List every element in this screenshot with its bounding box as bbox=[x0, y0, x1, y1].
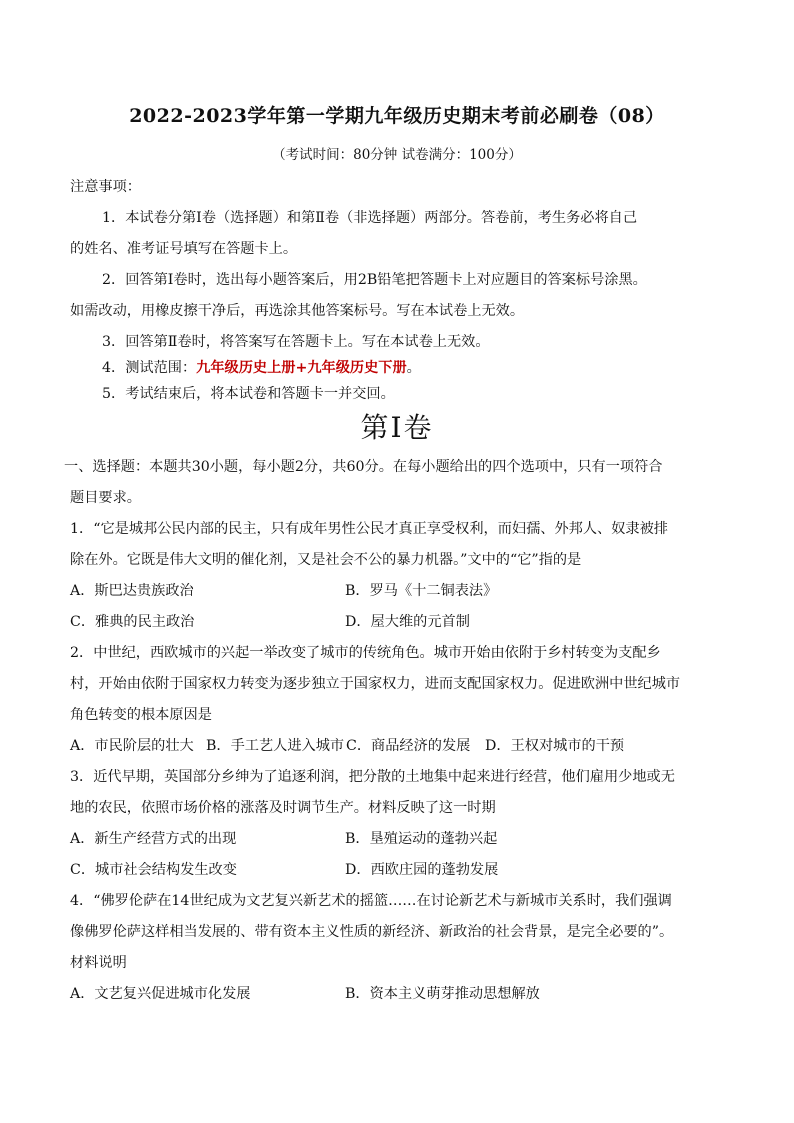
notice-item-2a: 2．回答第Ⅰ卷时，选出每小题答案后，用2B铅笔把答题卡上对应题目的答案标号涂黑。 bbox=[102, 272, 647, 288]
exam-title: 2022-2023学年第一学期九年级历史期末考前必刷卷（08） bbox=[129, 105, 665, 127]
q4-option-b: B．资本主义萌芽推动思想解放 bbox=[345, 986, 540, 1002]
notice-heading: 注意事项： bbox=[70, 179, 141, 195]
notice-item-4-suffix: 。 bbox=[406, 360, 421, 376]
part-instructions-2: 题目要求。 bbox=[70, 490, 141, 506]
q4-stem-1: 4．“佛罗伦萨在14世纪成为文艺复兴新艺术的摇篮……在讨论新艺术与新城市关系时，我们强调 bbox=[70, 893, 672, 909]
part-instructions-1: 一、选择题：本题共30小题，每小题2分，共60分。在每小题给出的四个选项中，只有一项符合 bbox=[64, 459, 663, 475]
q2-option-d: D．王权对城市的干预 bbox=[485, 738, 625, 754]
notice-item-3: 3．回答第Ⅱ卷时，将答案写在答题卡上。写在本试卷上无效。 bbox=[102, 334, 490, 350]
notice-item-1b: 的姓名、准考证号填写在答题卡上。 bbox=[70, 241, 298, 257]
notice-item-4-prefix: 4．测试范围： bbox=[102, 360, 197, 376]
notice-item-1a: 1．本试卷分第Ⅰ卷（选择题）和第Ⅱ卷（非选择题）两部分。答卷前，考生务必将自己 bbox=[102, 210, 638, 226]
q1-stem-1: 1．“它是城邦公民内部的民主，只有成年男性公民才真正享受权利，而妇孺、外邦人、奴隶被排 bbox=[70, 521, 668, 537]
q2-stem-1: 2．中世纪，西欧城市的兴起一举改变了城市的传统角色。城市开始由依附于乡村转变为支配乡 bbox=[70, 645, 661, 661]
q2-option-b: B．手工艺人进入城市 bbox=[206, 738, 345, 754]
q2-stem-2: 村，开始由依附于国家权力转变为逐步独立于国家权力，进而支配国家权力。促进欧洲中世纪城市 bbox=[70, 676, 681, 692]
q3-stem-1: 3．近代早期，英国部分乡绅为了追逐利润，把分散的土地集中起来进行经营，他们雇用少地或无 bbox=[70, 769, 675, 785]
q4-stem-3: 材料说明 bbox=[70, 955, 127, 971]
q1-option-a: A．斯巴达贵族政治 bbox=[70, 583, 194, 599]
section-title: 第Ⅰ卷 bbox=[360, 411, 434, 444]
q2-option-a: A．市民阶层的壮大 bbox=[70, 738, 194, 754]
q3-stem-2: 地的农民，依照市场价格的涨落及时调节生产。材料反映了这一时期 bbox=[70, 800, 496, 816]
notice-item-4-range: 九年级历史上册+九年级历史下册 bbox=[196, 360, 407, 376]
q2-stem-3: 角色转变的根本原因是 bbox=[70, 707, 212, 723]
exam-subtitle: （考试时间：80分钟 试卷满分：100分） bbox=[272, 147, 522, 163]
notice-item-2b: 如需改动，用橡皮擦干净后，再选涂其他答案标号。写在本试卷上无效。 bbox=[70, 303, 525, 319]
q4-stem-2: 像佛罗伦萨这样相当发展的、带有资本主义性质的新经济、新政治的社会背景，是完全必要的”。 bbox=[70, 924, 674, 940]
q1-option-d: D．屋大维的元首制 bbox=[345, 614, 470, 630]
q3-option-a: A．新生产经营方式的出现 bbox=[70, 831, 237, 847]
q4-option-a: A．文艺复兴促进城市化发展 bbox=[70, 986, 251, 1002]
q2-option-c: C．商品经济的发展 bbox=[346, 738, 471, 754]
q1-stem-2: 除在外。它既是伟大文明的催化剂，又是社会不公的暴力机器。”文中的“它”指的是 bbox=[70, 552, 582, 568]
q1-option-c: C．雅典的民主政治 bbox=[70, 614, 195, 630]
notice-item-5: 5．考试结束后，将本试卷和答题卡一并交回。 bbox=[102, 386, 395, 402]
notice-item-4 bbox=[102, 357, 421, 377]
q3-option-b: B．垦殖运动的蓬勃兴起 bbox=[345, 831, 498, 847]
q3-option-c: C．城市社会结构发生改变 bbox=[70, 862, 237, 878]
q1-option-b: B．罗马《十二铜表法》 bbox=[345, 583, 498, 599]
q3-option-d: D．西欧庄园的蓬勃发展 bbox=[345, 862, 499, 878]
